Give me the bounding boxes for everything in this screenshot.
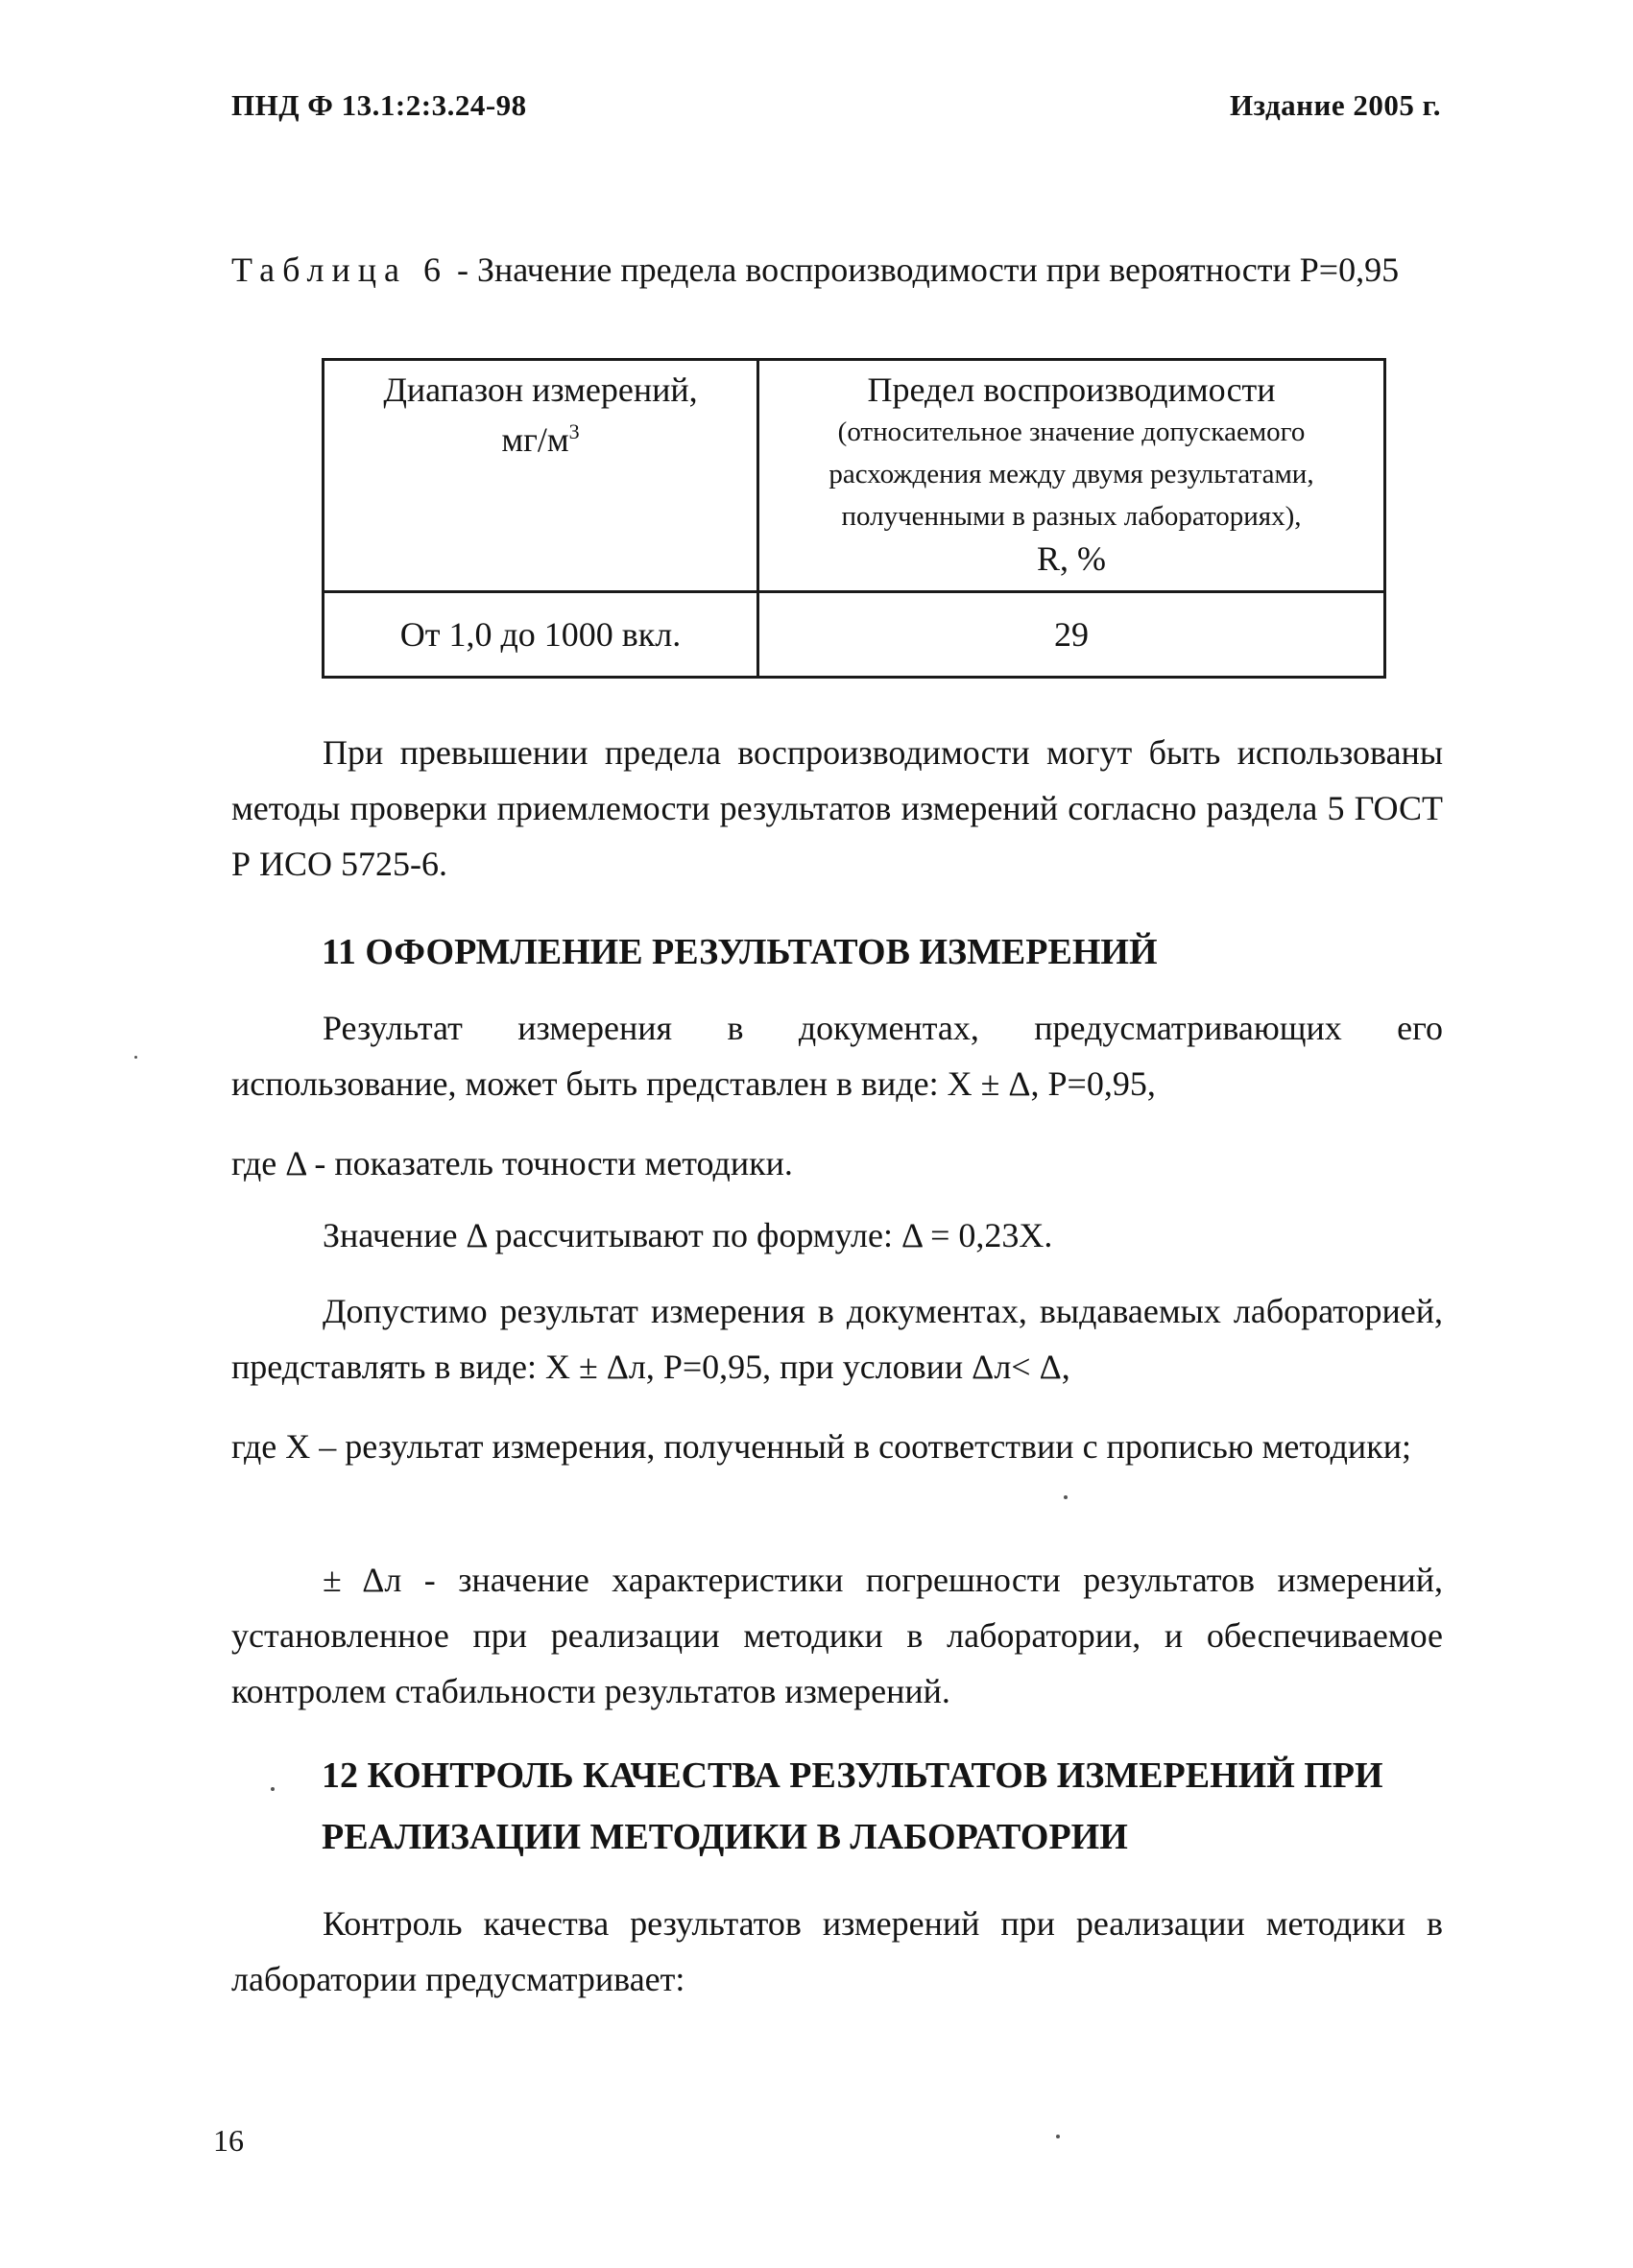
unit-exponent: 3 bbox=[568, 419, 580, 443]
document-code: ПНД Ф 13.1:2:3.24-98 bbox=[231, 88, 527, 122]
cell-limit-value: 29 bbox=[758, 592, 1385, 678]
column-header-limit-symbol-line bbox=[759, 537, 1383, 590]
section-heading-11: 11 ОФОРМЛЕНИЕ РЕЗУЛЬТАТОВ ИЗМЕРЕНИЙ bbox=[322, 932, 1158, 972]
column-header-range-unit bbox=[324, 411, 756, 461]
table-row bbox=[324, 592, 1385, 678]
paragraph-delta-lab-definition: ± Δл - значение характеристики погрешности результатов измерений, установленное при реализации методики в лаборатории, и обеспечиваемое контролем стабильности результатов измерений. bbox=[231, 1561, 1443, 1710]
table-caption bbox=[231, 247, 1443, 293]
paragraph-x-definition: где Х – результат измерения, полученный в соответствии с прописью методики; bbox=[231, 1427, 1411, 1466]
table-caption-label: Таблица 6 bbox=[231, 251, 448, 289]
column-header-limit-symbol: R, % bbox=[1037, 539, 1106, 578]
page-number: 16 bbox=[213, 2123, 244, 2158]
paragraph-quality-control: Контроль качества результатов измерений при реализации методики в лаборатории предусматривает: bbox=[231, 1904, 1443, 1998]
table-caption-text: - Значение предела воспроизводимости при вероятности Р=0,95 bbox=[447, 251, 1400, 289]
reproducibility-table bbox=[322, 358, 1386, 679]
scan-speck bbox=[134, 1056, 137, 1059]
section-heading-12: 12 КОНТРОЛЬ КАЧЕСТВА РЕЗУЛЬТАТОВ ИЗМЕРЕНИЙ ПРИ РЕАЛИЗАЦИИ МЕТОДИКИ В ЛАБОРАТОРИИ bbox=[322, 1755, 1383, 1857]
cell-range: От 1,0 до 1000 вкл. bbox=[324, 592, 758, 678]
paragraph-reproducibility-note: При превышении предела воспроизводимости могут быть использованы методы проверки приемлемости результатов измерений согласно раздела 5 ГОСТ Р ИСО 5725-6. bbox=[231, 733, 1443, 883]
column-header-limit-title: Предел воспроизводимости bbox=[867, 370, 1276, 409]
paragraph-lab-result-format: Допустимо результат измерения в документах, выдаваемых лабораторией, представлять в виде: Х ± Δл, Р=0,95, при условии Δл< Δ, bbox=[231, 1292, 1443, 1386]
paragraph-delta-formula: Значение Δ рассчитывают по формуле: Δ = 0,23Х. bbox=[323, 1216, 1053, 1254]
unit-text: мг/м bbox=[501, 420, 569, 459]
column-header-limit-description: (относительное значение допускаемого расхождения между двумя результатами, полученными в разных лабораториях), bbox=[829, 417, 1314, 532]
column-header-range bbox=[324, 360, 758, 592]
column-header-limit bbox=[758, 360, 1385, 592]
scan-speck bbox=[1056, 2135, 1060, 2138]
scan-speck bbox=[271, 1787, 275, 1791]
column-header-range-title: Диапазон измерений, bbox=[383, 370, 698, 409]
paragraph-delta-definition: где Δ - показатель точности методики. bbox=[231, 1144, 793, 1182]
table-header-row bbox=[324, 360, 1385, 592]
paragraph-result-format: Результат измерения в документах, предусматривающих его использование, может быть представлен в виде: Х ± Δ, Р=0,95, bbox=[231, 1009, 1443, 1103]
edition-label: Издание 2005 г. bbox=[1229, 88, 1441, 122]
scan-speck bbox=[1064, 1495, 1068, 1499]
